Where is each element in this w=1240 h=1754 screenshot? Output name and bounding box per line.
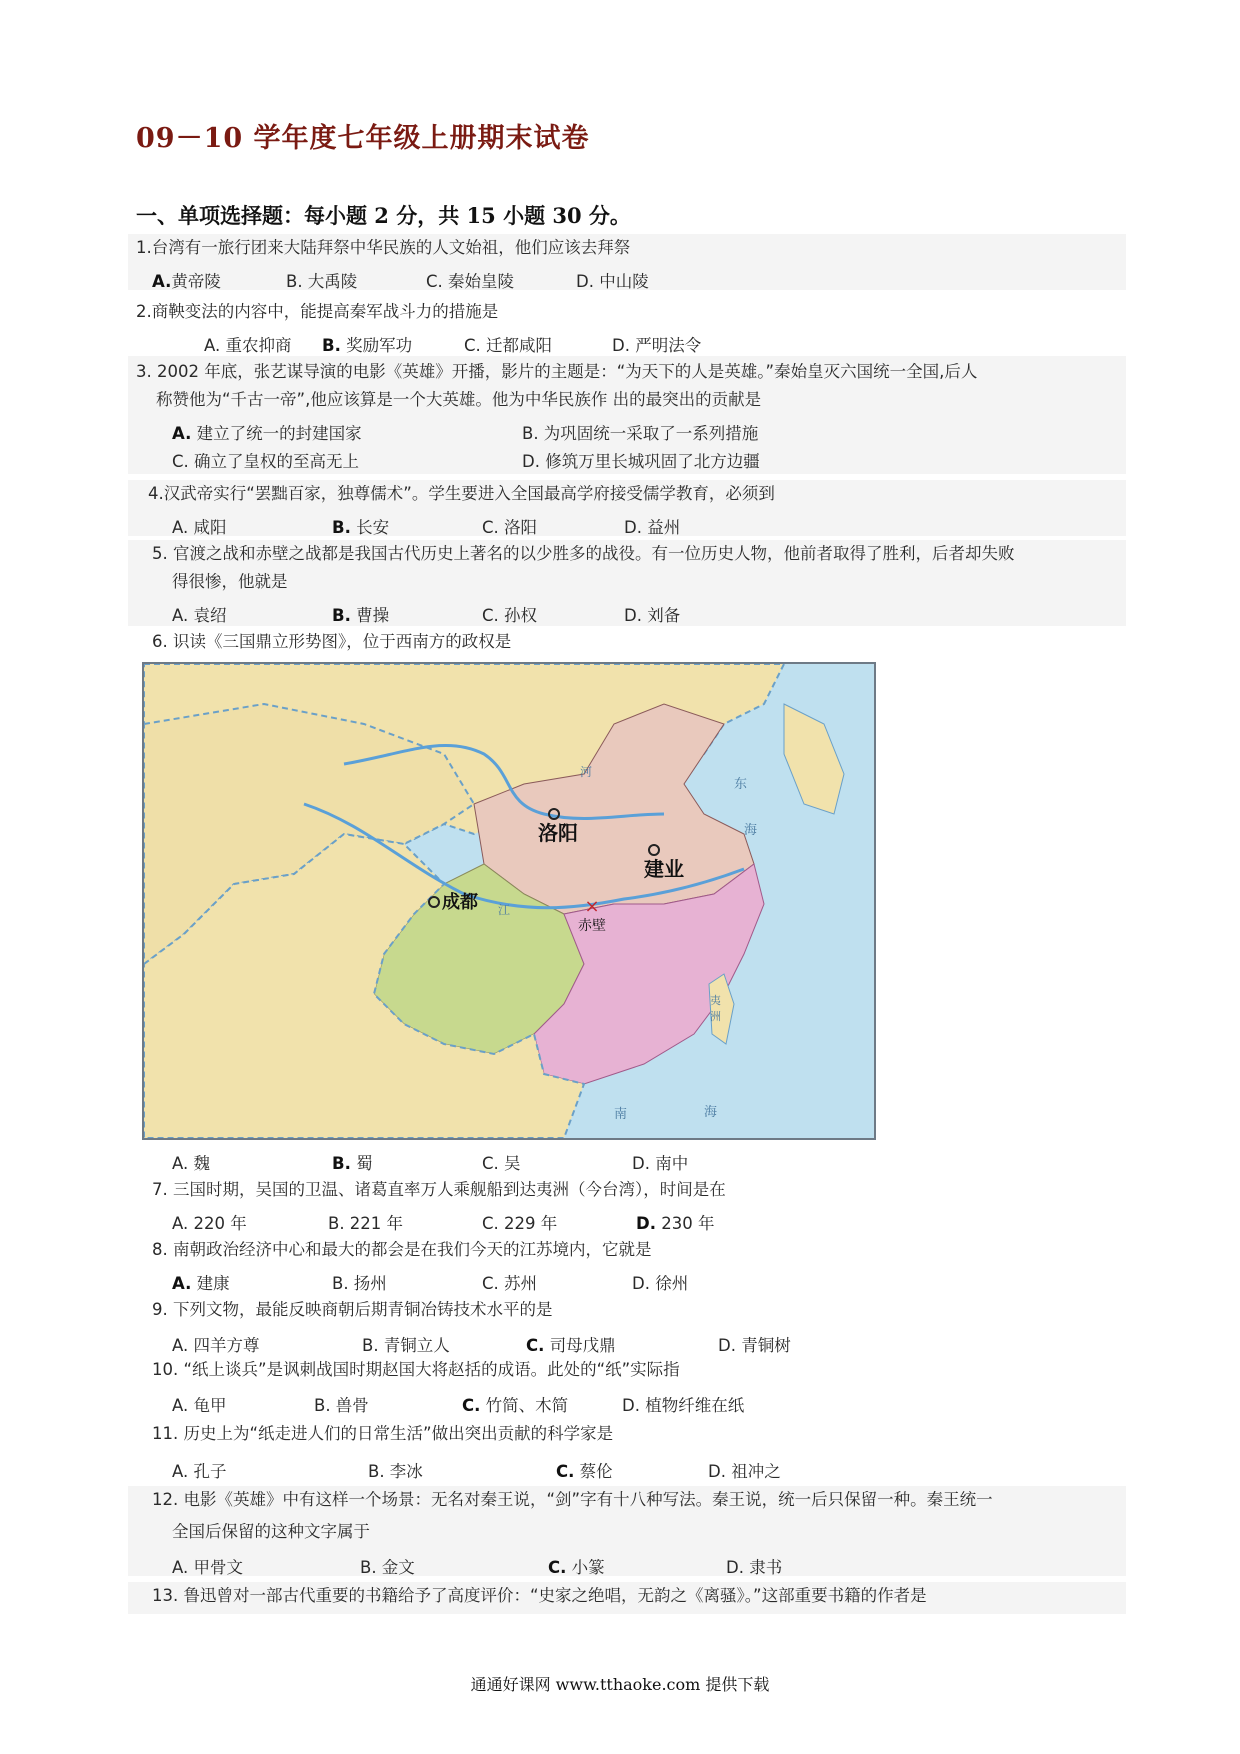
q2-option-a[interactable]: A. 重农抑商 — [204, 336, 292, 355]
q2-option-b[interactable]: B. 奖励军功 — [322, 336, 413, 355]
q11-stem: 11. 历史上为“纸走进人们的日常生活”做出突出贡献的科学家是 — [152, 1424, 614, 1443]
q11-option-d[interactable]: D. 祖冲之 — [708, 1462, 781, 1481]
q13-stem: 13. 鲁迅曾对一部古代重要的书籍给予了高度评价：“史家之绝唱，无韵之《离骚》。”这部重要书籍的作者是 — [152, 1586, 927, 1605]
q5-option-d[interactable]: D. 刘备 — [624, 606, 681, 625]
luoyang-label: 洛阳 — [538, 821, 578, 845]
q1-stem: 1.台湾有一旅行团来大陆拜祭中华民族的人文始祖，他们应该去拜祭 — [136, 238, 631, 257]
q9-option-c[interactable]: C. 司母戊鼎 — [526, 1336, 616, 1355]
q10-option-d[interactable]: D. 植物纤维在纸 — [622, 1396, 745, 1415]
q12-stem-line2: 全国后保留的这种文字属于 — [172, 1522, 370, 1541]
q8-stem: 8. 南朝政治经济中心和最大的都会是在我们今天的江苏境内，它就是 — [152, 1240, 652, 1259]
q8-option-d[interactable]: D. 徐州 — [632, 1274, 689, 1293]
chibi-marker: × — [584, 896, 600, 917]
q7-option-d[interactable]: D. 230 年 — [636, 1214, 715, 1233]
q1-option-d[interactable]: D. 中山陵 — [576, 272, 649, 291]
q8-option-b[interactable]: B. 扬州 — [332, 1274, 387, 1293]
map-graphic — [144, 664, 874, 1138]
south-sea-label-1: 南 — [614, 1107, 628, 1122]
q6-option-a[interactable]: A. 魏 — [172, 1154, 210, 1173]
q4-option-d[interactable]: D. 益州 — [624, 518, 681, 537]
q4-stem: 4.汉武帝实行“罢黜百家，独尊儒术”。学生要进入全国最高学府接受儒学教育，必须到 — [148, 484, 775, 503]
q9-stem: 9. 下列文物，最能反映商朝后期青铜冶铸技术水平的是 — [152, 1300, 553, 1319]
q8-option-c[interactable]: C. 苏州 — [482, 1274, 538, 1293]
q3-stem-line2: 称赞他为“千古一帝”,他应该算是一个大英雄。他为中华民族作 出的最突出的贡献是 — [156, 390, 762, 409]
q2-option-c[interactable]: C. 迁都咸阳 — [464, 336, 553, 355]
jianye-label: 建业 — [644, 857, 684, 881]
river-he-label: 河 — [580, 765, 593, 779]
yizhou-label-2: 洲 — [710, 1010, 721, 1023]
q2-stem: 2.商鞅变法的内容中，能提高秦军战斗力的措施是 — [136, 302, 499, 321]
three-kingdoms-map — [142, 662, 876, 1140]
q5-stem-line2: 得很惨，他就是 — [172, 572, 288, 591]
q5-option-c[interactable]: C. 孙权 — [482, 606, 538, 625]
q6-option-d[interactable]: D. 南中 — [632, 1154, 689, 1173]
q5-stem-line1: 5. 官渡之战和赤壁之战都是我国古代历史上著名的以少胜多的战役。有一位历史人物，他前者取得了胜利，后者却失败 — [152, 544, 1015, 563]
q3-option-b[interactable]: B. 为巩固统一采取了一系列措施 — [522, 424, 759, 443]
south-sea-label-2: 海 — [704, 1105, 718, 1120]
q6-stem: 6. 识读《三国鼎立形势图》，位于西南方的政权是 — [152, 632, 512, 651]
q4-option-b[interactable]: B. 长安 — [332, 518, 390, 537]
q1-option-a[interactable]: A.黄帝陵 — [152, 272, 221, 291]
q7-option-b[interactable]: B. 221 年 — [328, 1214, 404, 1233]
q3-option-a[interactable]: A. 建立了统一的封建国家 — [172, 424, 362, 443]
river-jiang-label: 江 — [498, 903, 511, 917]
section-heading: 一、单项选择题：每小题 2 分，共 15 小题 30 分。 — [136, 203, 631, 228]
q12-stem-line1: 12. 电影《英雄》中有这样一个场景：无名对秦王说，“剑”字有十八种写法。秦王说，统一后只保留一种。秦王统一 — [152, 1490, 993, 1509]
q3-option-d[interactable]: D. 修筑万里长城巩固了北方边疆 — [522, 452, 760, 471]
q10-stem: 10. “纸上谈兵”是讽刺战国时期赵国大将赵括的成语。此处的“纸”实际指 — [152, 1360, 680, 1379]
q12-option-b[interactable]: B. 金文 — [360, 1558, 415, 1577]
q12-option-a[interactable]: A. 甲骨文 — [172, 1558, 243, 1577]
q2-option-d[interactable]: D. 严明法令 — [612, 336, 702, 355]
q11-option-c[interactable]: C. 蔡伦 — [556, 1462, 613, 1481]
q10-option-b[interactable]: B. 兽骨 — [314, 1396, 369, 1415]
q11-option-b[interactable]: B. 李冰 — [368, 1462, 423, 1481]
q7-option-c[interactable]: C. 229 年 — [482, 1214, 558, 1233]
q9-option-a[interactable]: A. 四羊方尊 — [172, 1336, 260, 1355]
q9-option-b[interactable]: B. 青铜立人 — [362, 1336, 450, 1355]
q3-stem-line1: 3. 2002 年底，张艺谋导演的电影《英雄》开播，影片的主题是：“为天下的人是英雄。”秦始皇灭六国统一全国,后人 — [136, 362, 978, 381]
q9-option-d[interactable]: D. 青铜树 — [718, 1336, 791, 1355]
q10-option-a[interactable]: A. 龟甲 — [172, 1396, 227, 1415]
footer-credit: 通通好课网 www.tthaoke.com 提供下载 — [470, 1675, 770, 1694]
q1-option-c[interactable]: C. 秦始皇陵 — [426, 272, 515, 291]
q7-stem: 7. 三国时期，吴国的卫温、诸葛直率万人乘舰船到达夷洲（今台湾），时间是在 — [152, 1180, 726, 1199]
east-sea-label-2: 海 — [744, 823, 758, 838]
page-title: 09－10 学年度七年级上册期末试卷 — [136, 123, 590, 154]
q8-option-a[interactable]: A. 建康 — [172, 1274, 230, 1293]
q12-option-d[interactable]: D. 隶书 — [726, 1558, 783, 1577]
q6-option-b[interactable]: B. 蜀 — [332, 1154, 373, 1173]
q5-option-b[interactable]: B. 曹操 — [332, 606, 390, 625]
q4-option-c[interactable]: C. 洛阳 — [482, 518, 538, 537]
east-sea-label-1: 东 — [734, 777, 748, 792]
q4-option-a[interactable]: A. 咸阳 — [172, 518, 227, 537]
q6-option-c[interactable]: C. 吴 — [482, 1154, 521, 1173]
q1-option-b[interactable]: B. 大禹陵 — [286, 272, 358, 291]
q10-option-c[interactable]: C. 竹简、木简 — [462, 1396, 569, 1415]
q3-option-c[interactable]: C. 确立了皇权的至高无上 — [172, 452, 360, 471]
chengdu-label: 成都 — [442, 892, 478, 913]
q11-option-a[interactable]: A. 孔子 — [172, 1462, 227, 1481]
q5-option-a[interactable]: A. 袁绍 — [172, 606, 227, 625]
chibi-label: 赤壁 — [578, 918, 606, 934]
yizhou-label-1: 夷 — [710, 994, 721, 1007]
q12-option-c[interactable]: C. 小篆 — [548, 1558, 605, 1577]
q7-option-a[interactable]: A. 220 年 — [172, 1214, 247, 1233]
